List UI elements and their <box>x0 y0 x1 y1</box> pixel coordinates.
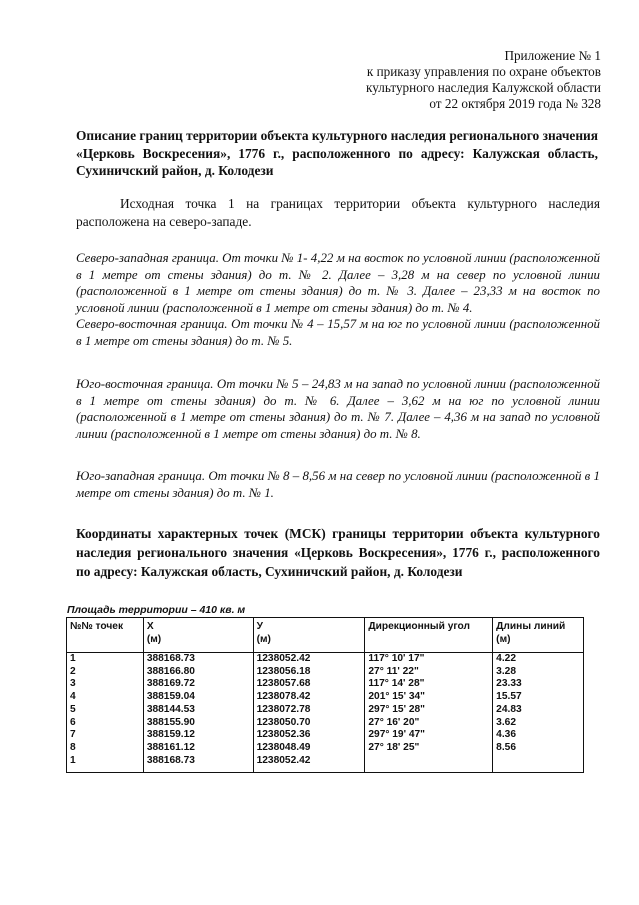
header-direction-angle: Дирекционный угол <box>365 618 493 653</box>
table-row <box>67 704 584 717</box>
cell-point-number: 2 <box>67 666 144 679</box>
appendix-line-2: к приказу управления по охране объектов <box>366 64 601 79</box>
cell-angle: 27° 18' 25" <box>365 742 493 755</box>
appendix-line-3: культурного наследия Калужской области <box>366 80 601 95</box>
header-y-unit: (м) <box>256 634 271 645</box>
table-row <box>67 717 584 730</box>
cell-point-number: 1 <box>67 755 144 773</box>
cell-angle: 27° 11' 22" <box>365 666 493 679</box>
cell-length: 15.57 <box>493 691 584 704</box>
cell-length: 3.28 <box>493 666 584 679</box>
cell-y: 1238072.78 <box>253 704 365 717</box>
table-row <box>67 729 584 742</box>
start-point-paragraph: Исходная точка 1 на границах территории объекта культурного наследия расположена на северо-западе. <box>76 196 600 229</box>
table-row <box>67 742 584 755</box>
cell-angle: 297° 15' 28" <box>365 704 493 717</box>
header-y <box>253 618 365 653</box>
header-length-label: Длины линий <box>496 621 566 632</box>
cell-point-number: 1 <box>67 653 144 666</box>
cell-x: 388159.04 <box>143 691 253 704</box>
header-point-number: №№ точек <box>67 618 144 653</box>
cell-angle: 117° 10' 17" <box>365 653 493 666</box>
cell-angle: 201° 15' 34" <box>365 691 493 704</box>
cell-point-number: 6 <box>67 717 144 730</box>
cell-length: 8.56 <box>493 742 584 755</box>
cell-angle: 27° 16' 20" <box>365 717 493 730</box>
cell-angle: 117° 14' 28" <box>365 678 493 691</box>
cell-y: 1238050.70 <box>253 717 365 730</box>
cell-y: 1238052.42 <box>253 653 365 666</box>
cell-y: 1238052.42 <box>253 755 365 773</box>
cell-x: 388169.72 <box>143 678 253 691</box>
cell-length: 4.22 <box>493 653 584 666</box>
cell-angle: 297° 19' 47" <box>365 729 493 742</box>
borders-description-title: Описание границ территории объекта культурного наследия регионального значения «Церковь Воскресения», 1776 г., расположенного по адресу: Калужская область, Сухиничский район, д. Колодези <box>76 128 598 178</box>
cell-x: 388159.12 <box>143 729 253 742</box>
table-row <box>67 755 584 773</box>
southeast-border-text: Юго-восточная граница. От точки № 5 – 24,83 м на запад по условной линии (расположенной в 1 метре от стены здания) до т. № 6. Далее – 3,62 м на юг по условной линии (расположенной в 1 метре от стены здания) до т. № 7. Далее – 4,36 м на запад по условной линии (расположенной в 1 метре от стены здания) до т. № 8. <box>76 377 600 441</box>
cell-x: 388168.73 <box>143 653 253 666</box>
table-row <box>67 691 584 704</box>
cell-y: 1238057.68 <box>253 678 365 691</box>
appendix-header <box>366 48 601 112</box>
cell-point-number: 3 <box>67 678 144 691</box>
cell-length: 4.36 <box>493 729 584 742</box>
header-length-unit: (м) <box>496 634 511 645</box>
cell-x: 388144.53 <box>143 704 253 717</box>
cell-angle <box>365 755 493 773</box>
borders-description <box>76 250 600 501</box>
cell-y: 1238078.42 <box>253 691 365 704</box>
header-x-unit: (м) <box>146 634 162 645</box>
header-y-label: У <box>256 621 263 632</box>
northeast-border-text: Северо-восточная граница. От точки № 4 – 15,57 м на юг по условной линии (расположенной в 1 метре от стены здания) до т. № 5. <box>76 317 600 348</box>
cell-x: 388161.12 <box>143 742 253 755</box>
cell-point-number: 5 <box>67 704 144 717</box>
table-row <box>67 653 584 666</box>
table-row <box>67 678 584 691</box>
territory-area-label: Площадь территории – 410 кв. м <box>67 604 246 616</box>
table-row <box>67 666 584 679</box>
cell-length: 23.33 <box>493 678 584 691</box>
coordinates-title: Координаты характерных точек (МСК) границы территории объекта культурного наследия регионального значения «Церковь Воскресения», 1776 г., расположенного по адресу: Калужская область, Сухиничский район, д. Колодези <box>76 526 600 579</box>
cell-y: 1238052.36 <box>253 729 365 742</box>
header-line-length <box>493 618 584 653</box>
header-x-label: X <box>146 621 154 632</box>
cell-point-number: 8 <box>67 742 144 755</box>
cell-length <box>493 755 584 773</box>
appendix-line-4: от 22 октября 2019 года № 328 <box>429 96 601 111</box>
northwest-border-text: Северо-западная граница. От точки № 1- 4,22 м на восток по условной линии (расположенной в 1 метре от стены здания) до т. № 2. Далее – 3,28 м на север по условной линии (расположенной в 1 метре от стены здания) до т. № 3. Далее – 23,33 м на восток по условной линии (расположенной в 1 метре от стены здания) до т. № 4. <box>76 251 600 315</box>
header-x <box>143 618 253 653</box>
appendix-line-1: Приложение № 1 <box>504 48 601 63</box>
southwest-border-text: Юго-западная граница. От точки № 8 – 8,56 м на север по условной линии (расположенной в 1 метре от стены здания) до т. № 1. <box>76 469 600 500</box>
cell-y: 1238048.49 <box>253 742 365 755</box>
cell-x: 388168.73 <box>143 755 253 773</box>
cell-x: 388155.90 <box>143 717 253 730</box>
coordinates-table <box>66 617 584 773</box>
cell-length: 3.62 <box>493 717 584 730</box>
cell-length: 24.83 <box>493 704 584 717</box>
cell-y: 1238056.18 <box>253 666 365 679</box>
table-header-row <box>67 618 584 653</box>
cell-x: 388166.80 <box>143 666 253 679</box>
cell-point-number: 7 <box>67 729 144 742</box>
cell-point-number: 4 <box>67 691 144 704</box>
